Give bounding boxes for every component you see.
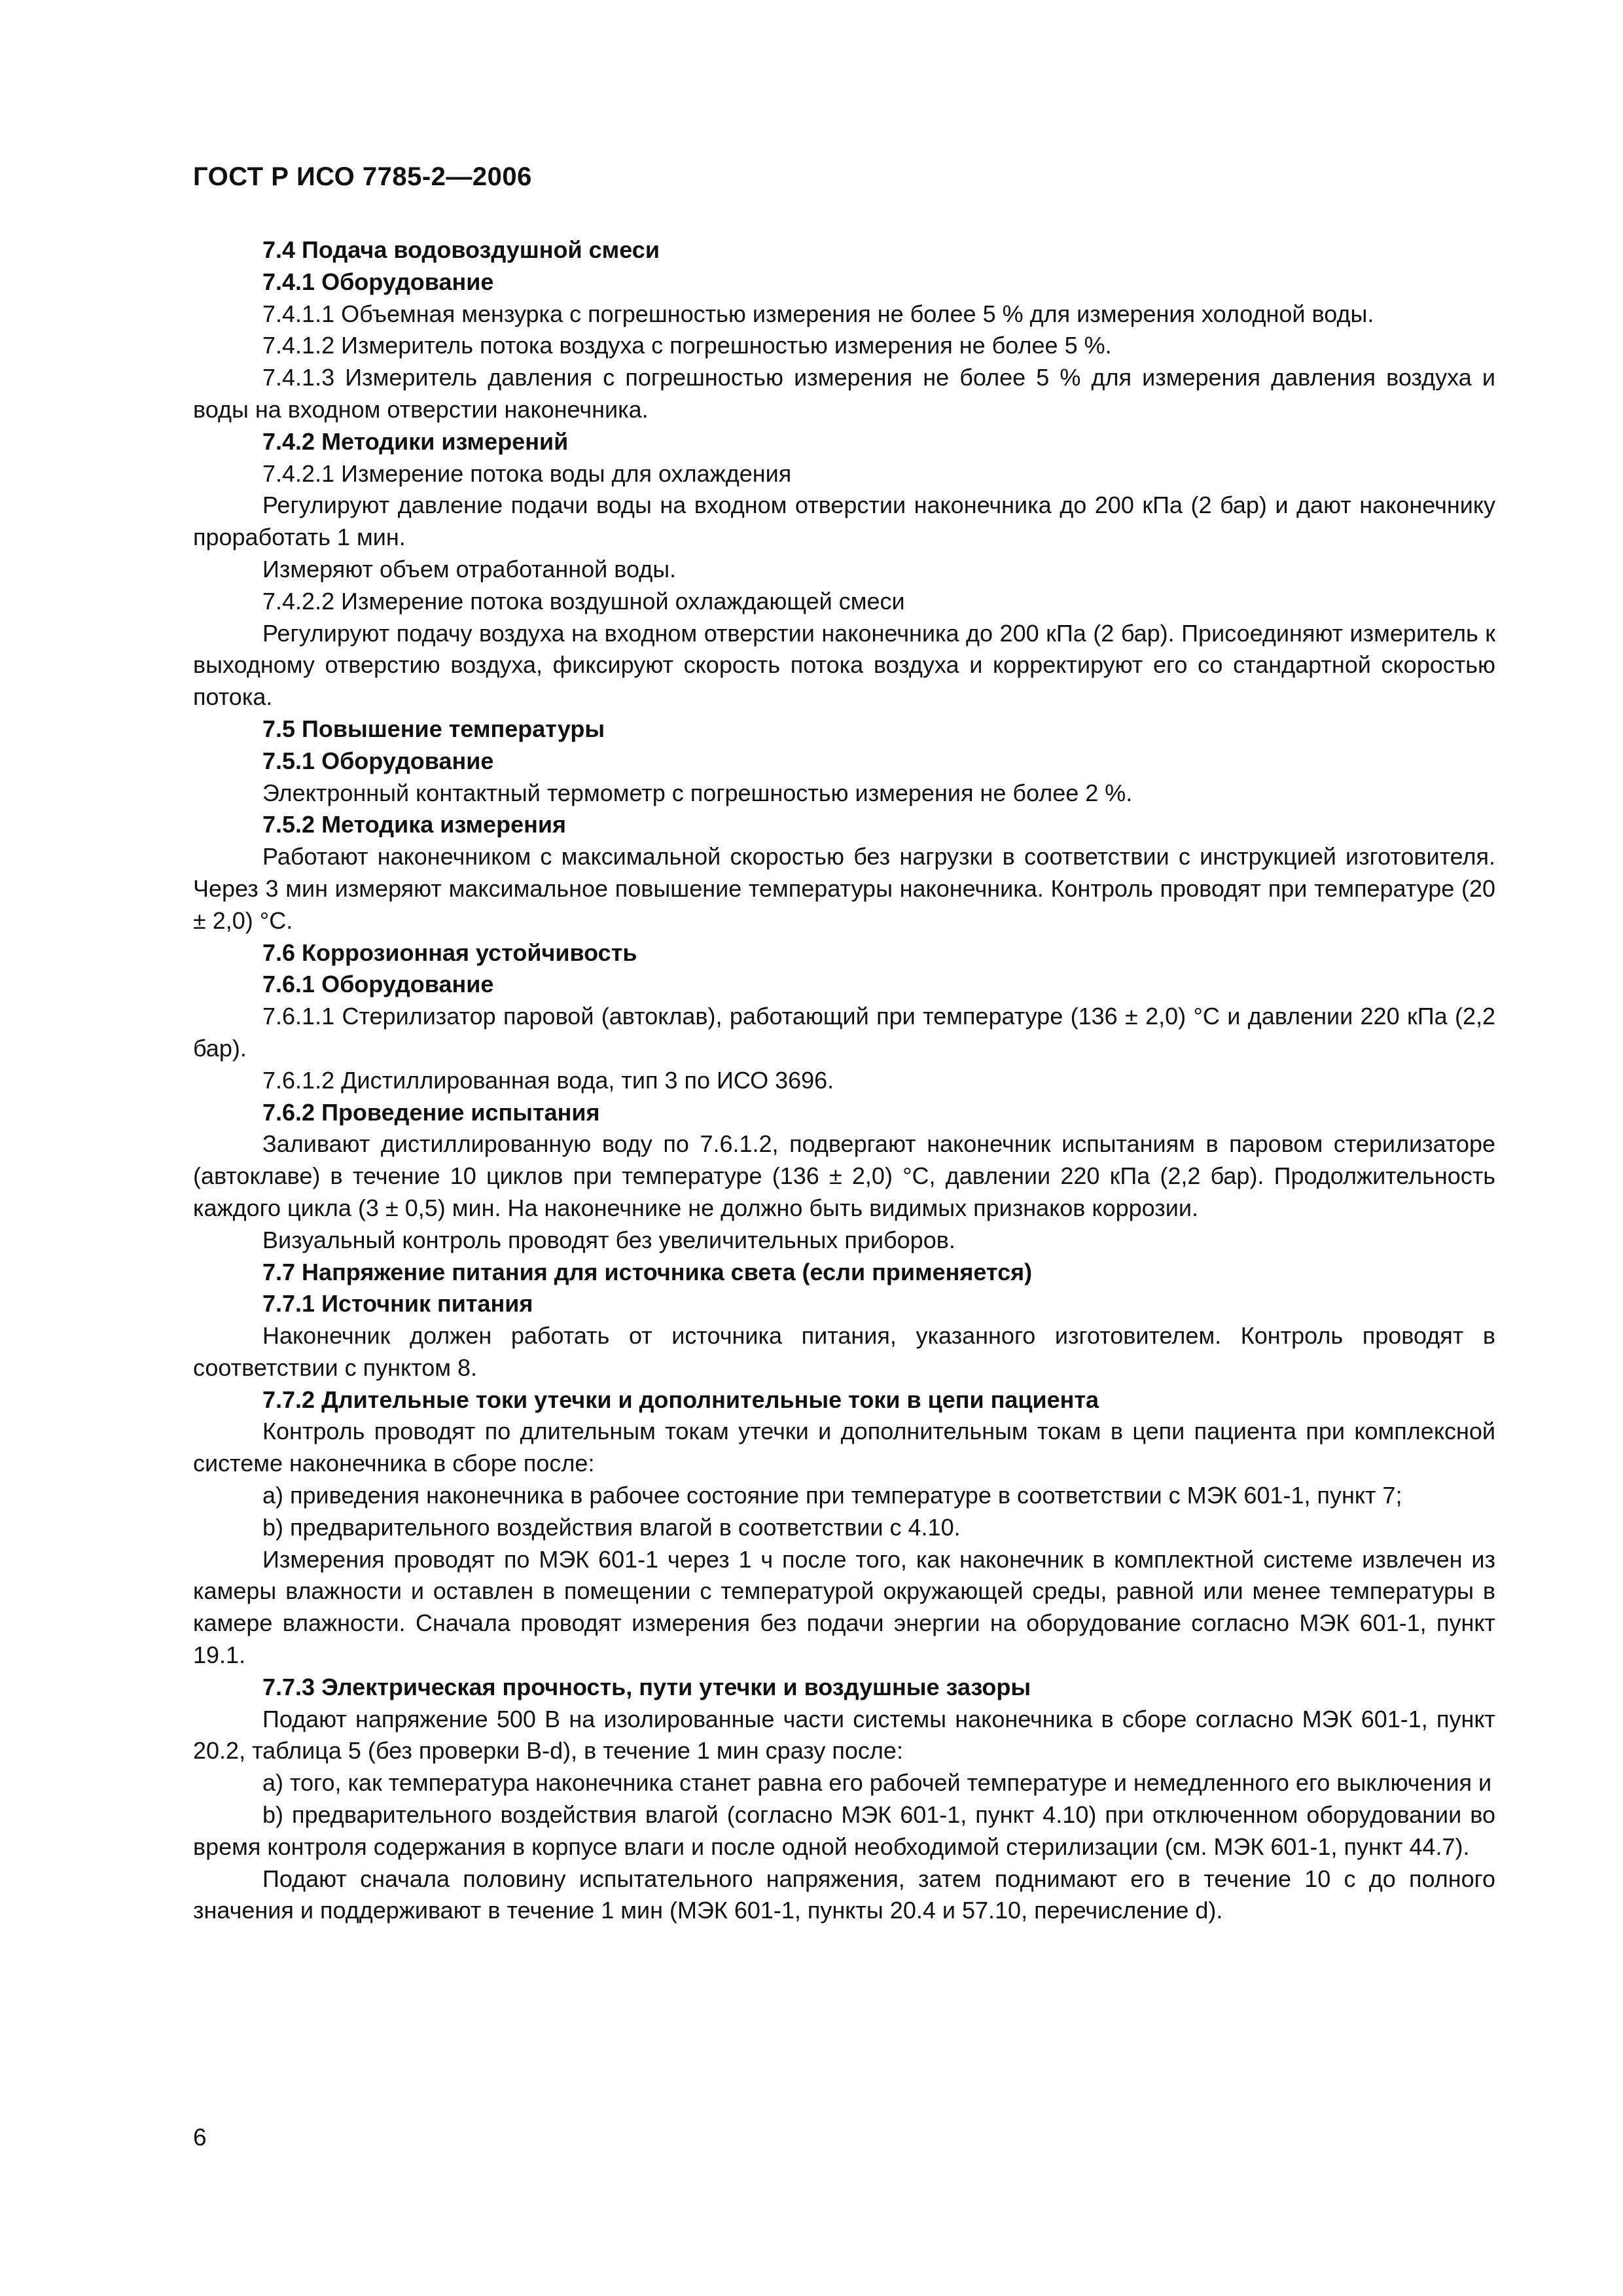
section-heading: 7.4.2 Методики измерений — [262, 427, 569, 455]
section-heading: 7.5.2 Методика измерения — [262, 811, 566, 838]
page-number: 6 — [193, 2124, 207, 2151]
body-paragraph: 7.6.1.1 Стерилизатор паровой (автоклав), работающий при температуре (136 ± 2,0) °С и давлении 220 кПа (2,2 бар). — [193, 1003, 1495, 1062]
body-paragraph: Подают сначала половину испытательного напряжения, затем поднимают его в течение 10 с до полного значения и поддерживают в течение 1 мин (МЭК 601-1, пункты 20.4 и 57.10, перечисление d). — [193, 1865, 1495, 1924]
body-paragraph: 7.6.1.2 Дистиллированная вода, тип 3 по ИСО 3696. — [262, 1066, 834, 1094]
body-paragraph: 7.4.1.2 Измеритель потока воздуха с погрешностью измерения не более 5 %. — [262, 332, 1112, 359]
body-paragraph: Электронный контактный термометр с погрешностью измерения не более 2 %. — [262, 779, 1133, 806]
body-paragraph: 7.4.2.2 Измерение потока воздушной охлаждающей смеси — [262, 587, 905, 615]
body-paragraph: b) предварительного воздействия влагой в соответствии с 4.10. — [262, 1513, 961, 1541]
body-paragraph: Измеряют объем отработанной воды. — [262, 555, 677, 583]
body-paragraph: Заливают дистиллированную воду по 7.6.1.2, подвергают наконечник испытаниям в паровом стерилизаторе (автоклаве) в течение 10 циклов при температуре (136 ± 2,0) °С, давлении 220 кПа (2,2 бар). Продолжительность каждого цикла (3 ± 0,5) мин. На наконечнике не должно быть видимых признаков коррозии. — [193, 1130, 1495, 1221]
body-paragraph: 7.4.1.3 Измеритель давления с погрешностью измерения не более 5 % для измерения давления воздуха и воды на входном отверстии наконечника. — [193, 364, 1495, 423]
section-heading: 7.7.3 Электрическая прочность, пути утечки и воздушные зазоры — [262, 1673, 1031, 1700]
body-paragraph: Подают напряжение 500 В на изолированные части системы наконечника в сборе согласно МЭК 601-1, пункт 20.2, таблица 5 (без проверки B-d), в течение 1 мин сразу после: — [193, 1705, 1495, 1765]
section-heading: 7.5.1 Оборудование — [262, 747, 494, 774]
body-paragraph: b) предварительного воздействия влагой (согласно МЭК 601-1, пункт 4.10) при отключенном оборудовании во время контроля содержания в корпусе влаги и после одной необходимой стерилизации (см. МЭК 601-1, пункт 44.7). — [193, 1801, 1495, 1860]
section-heading: 7.4.1 Оборудование — [262, 268, 494, 295]
section-heading: 7.7.1 Источник питания — [262, 1290, 533, 1318]
body-paragraph: 7.4.1.1 Объемная мензурка с погрешностью измерения не более 5 % для измерения холодной воды. — [262, 300, 1374, 327]
body-paragraph: Контроль проводят по длительным токам утечки и дополнительным токам в цепи пациента при комплексной системе наконечника в сборе после: — [193, 1418, 1495, 1477]
body-paragraph: Регулируют подачу воздуха на входном отверстии наконечника до 200 кПа (2 бар). Присоединяют измеритель к выходному отверстию воздуха, фиксируют скорость потока воздуха и корректируют его со стандартной скоростью потока. — [193, 619, 1495, 711]
section-heading: 7.5 Повышение температуры — [262, 715, 605, 742]
section-heading: 7.6.1 Оборудование — [262, 971, 494, 998]
section-heading: 7.6 Коррозионная устойчивость — [262, 939, 637, 966]
body-paragraph: Визуальный контроль проводят без увеличительных приборов. — [262, 1226, 955, 1253]
document-header: ГОСТ Р ИСО 7785-2—2006 — [193, 162, 532, 191]
section-heading: 7.7.2 Длительные токи утечки и дополнительные токи в цепи пациента — [262, 1386, 1099, 1413]
section-heading: 7.7 Напряжение питания для источника света (если применяется) — [262, 1258, 1033, 1285]
body-paragraph: a) приведения наконечника в рабочее состояние при температуре в соответствии с МЭК 601-1, пункт 7; — [262, 1482, 1402, 1509]
body-paragraph: Регулируют давление подачи воды на входном отверстии наконечника до 200 кПа (2 бар) и дают наконечнику проработать 1 мин. — [193, 492, 1495, 551]
body-paragraph: Измерения проводят по МЭК 601-1 через 1 ч после того, как наконечник в комплектной системе извлечен из камеры влажности и оставлен в помещении с температурой окружающей среды, равной или менее температуры в камере влажности. Сначала проводят измерения без подачи энергии на оборудование согласно МЭК 601-1, пункт 19.1. — [193, 1545, 1495, 1669]
document-body — [193, 234, 1495, 1927]
section-heading: 7.4 Подача водовоздушной смеси — [262, 236, 660, 263]
section-heading: 7.6.2 Проведение испытания — [262, 1098, 600, 1126]
body-paragraph: a) того, как температура наконечника станет равна его рабочей температуре и немедленного его выключения и — [262, 1769, 1492, 1797]
body-paragraph: Работают наконечником с максимальной скоростью без нагрузки в соответствии с инструкцией изготовителя. Через 3 мин измеряют максимальное повышение температуры наконечника. Контроль проводят при температуре (20 ± 2,0) °С. — [193, 843, 1495, 934]
body-paragraph: 7.4.2.1 Измерение потока воды для охлаждения — [262, 459, 792, 487]
body-paragraph: Наконечник должен работать от источника питания, указанного изготовителем. Контроль проводят в соответствии с пунктом 8. — [193, 1322, 1495, 1381]
